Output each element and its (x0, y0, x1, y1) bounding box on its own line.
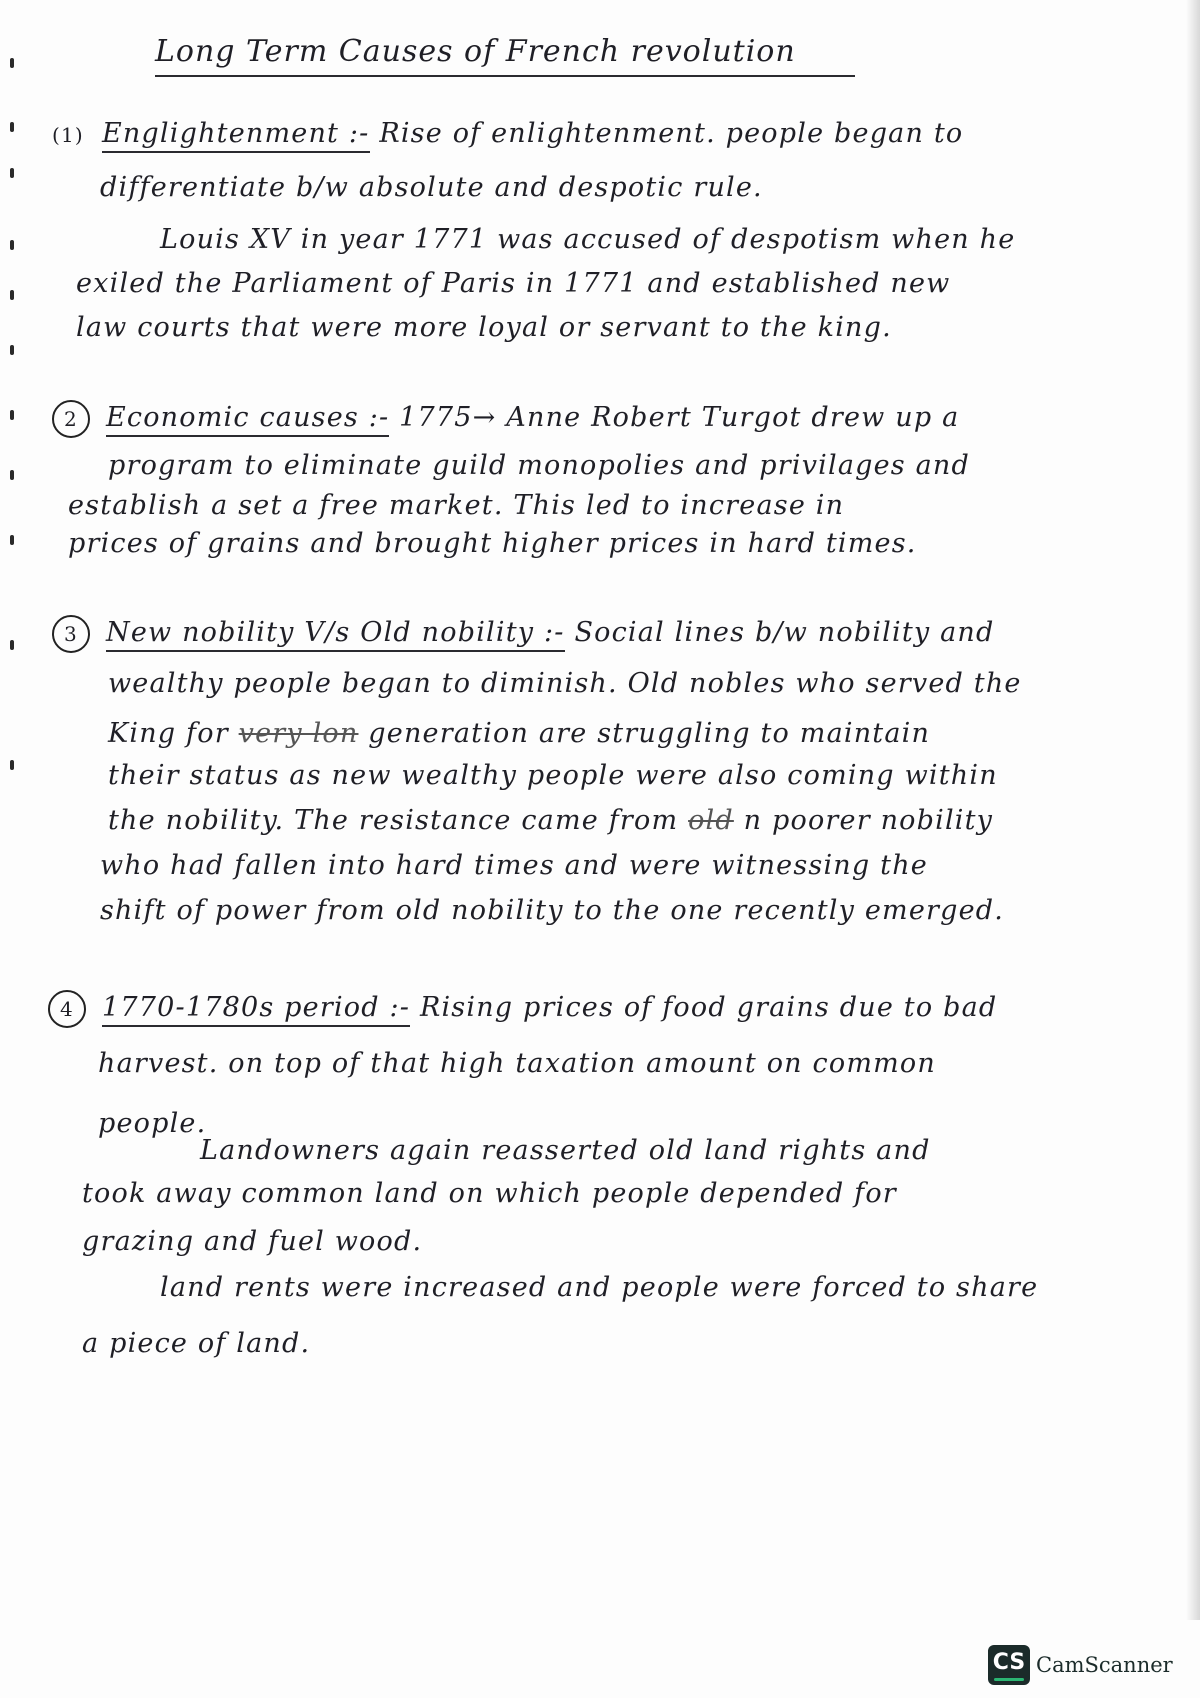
section-4-line-8: a piece of land. (82, 1328, 311, 1359)
section-3-line-1: Social lines b/w nobility and (574, 617, 995, 648)
section-3-line-3-end: generation are struggling to maintain (368, 718, 931, 749)
section-1-heading: Englightenment :- (102, 118, 370, 153)
section-1-line-2: differentiate b/w absolute and despotic rule. (100, 172, 763, 203)
section-2-number: 2 (52, 400, 90, 438)
section-3-line-6: who had fallen into hard times and were witnessing the (100, 850, 928, 881)
section-3-heading-line (52, 615, 1152, 653)
section-4-line-7: land rents were increased and people were forced to share (160, 1272, 1039, 1303)
section-1-line-3: Louis XV in year 1771 was accused of despotism when he (160, 224, 1016, 255)
section-1-heading-line (52, 118, 1152, 152)
section-3-line-5-start: the nobility. The resistance came from (108, 805, 679, 836)
section-4-line-4: Landowners again reasserted old land rights and (200, 1135, 931, 1166)
section-4-heading-line (48, 990, 1148, 1028)
section-4-heading: 1770-1780s period :- (102, 992, 410, 1027)
section-2-line-1: 1775→ Anne Robert Turgot drew up a (399, 402, 960, 433)
section-3-line-3 (108, 718, 1200, 749)
page-title: Long Term Causes of French revolution (155, 34, 855, 77)
section-3-line-2: wealthy people began to diminish. Old nobles who served the (108, 668, 1022, 699)
section-2-heading-line (52, 400, 1152, 438)
section-2-heading: Economic causes :- (106, 402, 389, 437)
section-2-line-3: establish a set a free market. This led to increase in (68, 490, 845, 521)
binder-margin-marks (10, 0, 18, 800)
section-1-line-4: exiled the Parliament of Paris in 1771 and established new (76, 268, 951, 299)
section-3-heading: New nobility V/s Old nobility :- (106, 617, 565, 652)
section-1-line-1: Rise of enlightenment. people began to (379, 118, 964, 149)
section-3-number: 3 (52, 615, 90, 653)
section-4-line-1: Rising prices of food grains due to bad (419, 992, 998, 1023)
section-4-line-6: grazing and fuel wood. (82, 1226, 423, 1257)
section-1-number: (1) (52, 123, 84, 147)
section-1-line-5: law courts that were more loyal or servant to the king. (76, 312, 892, 343)
camscanner-logo-icon: CS (988, 1645, 1030, 1685)
section-4-number: 4 (48, 990, 86, 1028)
section-3-struck-word: old (688, 805, 734, 836)
section-4-line-2: harvest. on top of that high taxation amount on common (98, 1048, 936, 1079)
section-2-line-2: program to eliminate guild monopolies and privilages and (108, 450, 970, 481)
section-4-line-3: people. (98, 1108, 207, 1139)
section-3-line-4: their status as new wealthy people were also coming within (108, 760, 998, 791)
section-3-line-5 (108, 805, 1200, 836)
section-2-line-4: prices of grains and brought higher prices in hard times. (68, 528, 917, 559)
section-3-line-7: shift of power from old nobility to the one recently emerged. (100, 895, 1005, 926)
section-3-struck-text: very lon (238, 718, 359, 749)
section-3-line-3-start: King for (108, 718, 229, 749)
section-4-line-5: took away common land on which people depended for (82, 1178, 897, 1209)
camscanner-watermark-text: CamScanner (1036, 1653, 1173, 1677)
section-3-line-5-end: n poorer nobility (743, 805, 994, 836)
